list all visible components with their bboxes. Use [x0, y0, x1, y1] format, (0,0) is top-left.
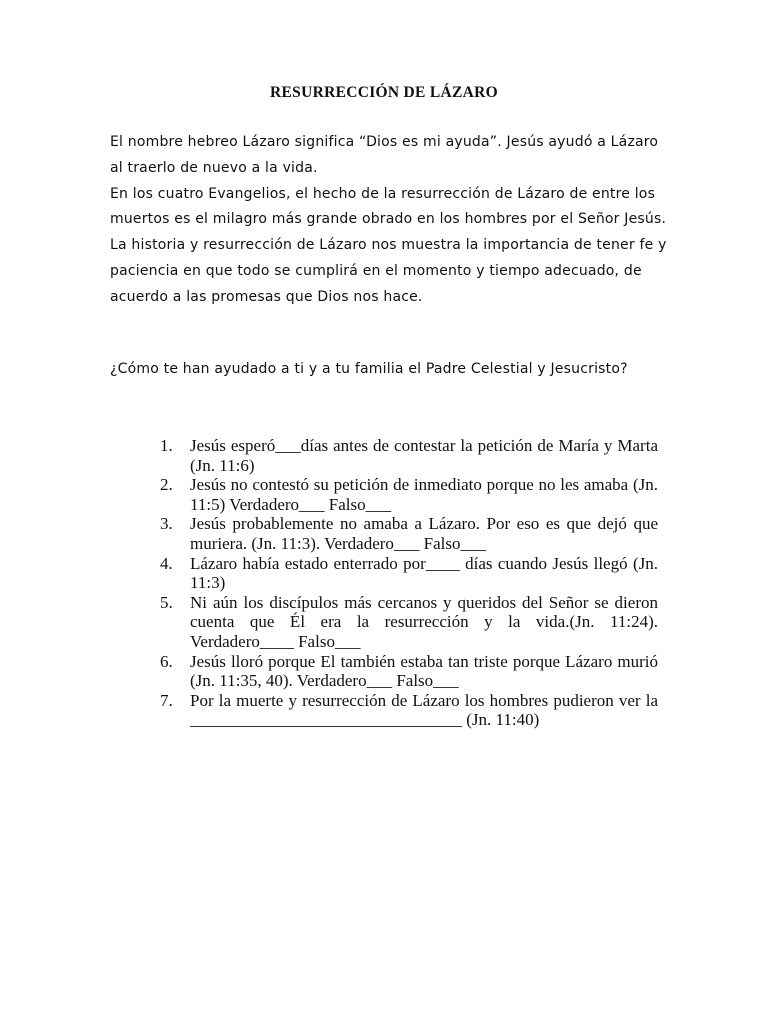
intro-paragraph: La historia y resurrección de Lázaro nos muestra la importancia de tener fe y paciencia en que todo se cumplirá en el momento y tiempo adecuado, de acuerdo a las promesas que Dios nos hace. — [110, 237, 667, 305]
item-text: Por la muerte y resurrección de Lázaro los hombres pudieron ver la ________________________________ (Jn. 11:40) — [190, 690, 658, 730]
item-text: Lázaro había estado enterrado por____ días cuando Jesús llegó (Jn. 11:3) — [190, 553, 658, 593]
item-text: Jesús probablemente no amaba a Lázaro. Por eso es que dejó que muriera. (Jn. 11:3). Verdadero___ Falso___ — [190, 514, 658, 553]
list-item — [160, 436, 658, 475]
item-text: Jesús no contestó su petición de inmediato porque no les amaba (Jn. 11:5) Verdadero___ Falso___ — [190, 475, 658, 514]
intro-paragraph: El nombre hebreo Lázaro significa “Dios es mi ayuda”. Jesús ayudó a Lázaro al traerlo de nuevo a la vida. — [110, 134, 659, 176]
list-item — [160, 554, 658, 593]
list-item — [160, 652, 658, 691]
item-number: 4. — [160, 553, 173, 573]
item-text: Ni aún los discípulos más cercanos y queridos del Señor se dieron cuenta que Él era la resurrección y la vida.(Jn. 11:24). Verdadero____ Falso___ — [190, 592, 658, 651]
item-number: 2. — [160, 475, 173, 495]
item-text: Jesús esperó___días antes de contestar la petición de María y Marta (Jn. 11:6) — [190, 436, 658, 475]
question-list — [160, 436, 658, 730]
item-number: 1. — [160, 436, 173, 455]
list-item — [160, 593, 658, 652]
list-item — [160, 475, 658, 514]
document-title: RESURRECCIÓN DE LÁZARO — [270, 84, 498, 101]
intro-text — [110, 130, 670, 311]
item-number: 6. — [160, 651, 173, 671]
list-item — [160, 691, 658, 730]
item-number: 5. — [160, 592, 173, 612]
item-number: 3. — [160, 514, 173, 534]
item-number: 7. — [160, 690, 173, 710]
item-text: Jesús lloró porque El también estaba tan triste porque Lázaro murió (Jn. 11:35, 40). Verdadero___ Falso___ — [190, 651, 658, 691]
intro-paragraph: En los cuatro Evangelios, el hecho de la resurrección de Lázaro de entre los muertos es el milagro más grande obrado en los hombres por el Señor Jesús. — [110, 185, 667, 228]
reflection-question: ¿Cómo te han ayudado a ti y a tu familia el Padre Celestial y Jesucristo? — [110, 361, 628, 377]
list-item — [160, 514, 658, 553]
